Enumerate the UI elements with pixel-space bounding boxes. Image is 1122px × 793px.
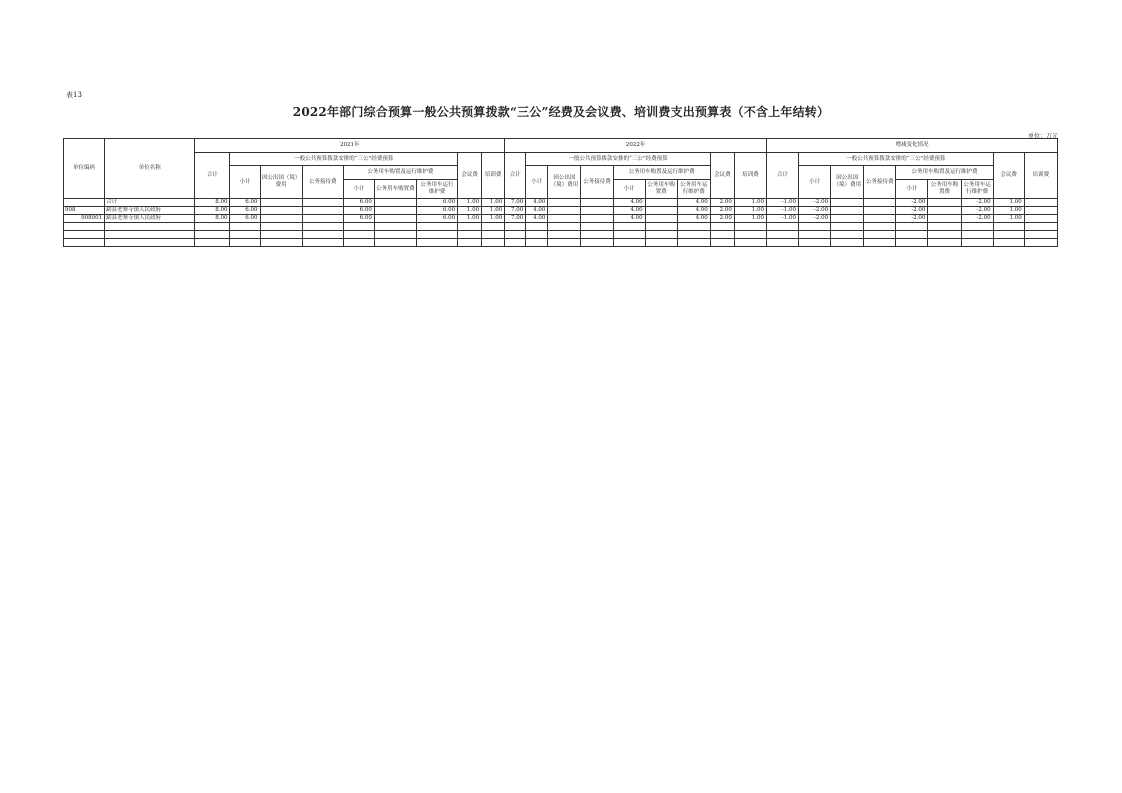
- cell-value: -1.00: [766, 199, 798, 207]
- cell-value: 1.00: [993, 199, 1024, 207]
- cell-empty: [799, 239, 831, 247]
- cell-empty: [526, 231, 548, 239]
- cell-value: [1024, 207, 1057, 215]
- cell-empty: [548, 223, 581, 231]
- cell-value: 4.00: [677, 207, 710, 215]
- cell-empty: [195, 223, 230, 231]
- table-row: [64, 199, 1058, 207]
- cell-value: 4.00: [613, 199, 645, 207]
- cell-empty: [343, 231, 374, 239]
- table-number: 表13: [66, 91, 82, 99]
- cell-value: [581, 199, 613, 207]
- cell-value: [645, 207, 677, 215]
- cell-value: 6.00: [230, 207, 260, 215]
- cell-empty: [896, 239, 928, 247]
- cell-empty: [928, 231, 961, 239]
- cell-empty: [766, 239, 798, 247]
- cell-value: 6.00: [230, 199, 260, 207]
- cell-value: [864, 199, 896, 207]
- cell-empty: [458, 231, 482, 239]
- cell-empty: [416, 239, 457, 247]
- cell-value: 1.00: [734, 215, 766, 223]
- cell-value: [581, 207, 613, 215]
- cell-empty: [677, 223, 710, 231]
- cell-code: 908: [64, 207, 105, 215]
- cell-code: 908001: [64, 215, 105, 223]
- col-vehicle-operation-change: 公务用车运行维护费: [961, 180, 993, 199]
- cell-value: 6.00: [343, 207, 374, 215]
- cell-empty: [677, 231, 710, 239]
- cell-value: 1.00: [482, 215, 505, 223]
- cell-value: 1.00: [993, 207, 1024, 215]
- col-vehicle-purchase-change: 公务用车购置费: [928, 180, 961, 199]
- col-abroad-2022: 因公出国（境）费用: [548, 166, 581, 199]
- cell-value: 2.00: [710, 207, 734, 215]
- cell-empty: [831, 231, 864, 239]
- cell-value: [1024, 215, 1057, 223]
- cell-empty: [581, 239, 613, 247]
- col-meeting-2022: 会议费: [710, 153, 734, 199]
- col-vehicle-purchase-2021: 公务用车购置费: [374, 180, 416, 199]
- cell-empty: [230, 223, 260, 231]
- cell-value: 4.00: [677, 215, 710, 223]
- cell-empty: [105, 239, 195, 247]
- cell-value: [548, 199, 581, 207]
- col-meeting-change: 会议费: [993, 153, 1024, 199]
- cell-value: -2.00: [896, 207, 928, 215]
- cell-empty: [505, 239, 526, 247]
- budget-table: [63, 138, 1058, 247]
- cell-value: [831, 207, 864, 215]
- cell-value: 7.00: [505, 207, 526, 215]
- cell-value: [928, 207, 961, 215]
- cell-empty: [613, 239, 645, 247]
- cell-empty: [195, 239, 230, 247]
- cell-value: -2.00: [799, 207, 831, 215]
- cell-value: 1.00: [458, 207, 482, 215]
- col-meeting-2021: 会议费: [458, 153, 482, 199]
- cell-value: 1.00: [734, 207, 766, 215]
- cell-value: [302, 207, 343, 215]
- cell-empty: [302, 231, 343, 239]
- cell-value: 8.00: [195, 199, 230, 207]
- col-total-change: 合计: [766, 153, 798, 199]
- cell-empty: [526, 223, 548, 231]
- cell-empty: [799, 231, 831, 239]
- cell-empty: [993, 239, 1024, 247]
- cell-value: [302, 215, 343, 223]
- cell-empty: [961, 239, 993, 247]
- cell-code: [64, 199, 105, 207]
- cell-empty: [64, 239, 105, 247]
- cell-empty: [613, 223, 645, 231]
- cell-value: [374, 199, 416, 207]
- cell-empty: [928, 223, 961, 231]
- cell-value: [645, 199, 677, 207]
- cell-empty: [343, 239, 374, 247]
- cell-value: 6.00: [416, 199, 457, 207]
- cell-empty: [645, 223, 677, 231]
- cell-value: 7.00: [505, 215, 526, 223]
- cell-empty: [482, 239, 505, 247]
- col-name-header: 单位名称: [105, 139, 195, 199]
- cell-value: 7.00: [505, 199, 526, 207]
- cell-value: [374, 215, 416, 223]
- cell-value: 4.00: [613, 207, 645, 215]
- cell-value: -2.00: [896, 199, 928, 207]
- col-reception-change: 公务接待费: [864, 166, 896, 199]
- table-row-empty: [64, 231, 1058, 239]
- col-vehicle-subtotal-2022: 小计: [613, 180, 645, 199]
- col-total-2021: 合计: [195, 153, 230, 199]
- cell-value: -2.00: [961, 199, 993, 207]
- cell-value: 2.00: [710, 215, 734, 223]
- cell-empty: [645, 239, 677, 247]
- cell-value: -1.00: [766, 207, 798, 215]
- col-subtotal-2022: 小计: [526, 166, 548, 199]
- col-vehicle-subtotal-2021: 小计: [343, 180, 374, 199]
- cell-value: -2.00: [799, 199, 831, 207]
- cell-value: -2.00: [961, 207, 993, 215]
- table-row: [64, 215, 1058, 223]
- cell-empty: [458, 239, 482, 247]
- cell-empty: [505, 223, 526, 231]
- cell-value: [548, 215, 581, 223]
- cell-empty: [302, 239, 343, 247]
- cell-value: 6.00: [416, 207, 457, 215]
- cell-empty: [734, 231, 766, 239]
- cell-value: 1.00: [482, 207, 505, 215]
- cell-value: [1024, 199, 1057, 207]
- cell-value: 4.00: [526, 215, 548, 223]
- cell-value: 4.00: [677, 199, 710, 207]
- sub-2022-header: 一般公共预算拨款安排的“三公”经费预算: [526, 153, 711, 166]
- cell-empty: [766, 223, 798, 231]
- cell-value: 6.00: [343, 215, 374, 223]
- page-title: 2022年部门综合预算一般公共预算拨款“三公”经费及会议费、培训费支出预算表（不含上年结转）: [292, 105, 830, 119]
- cell-empty: [458, 223, 482, 231]
- cell-empty: [896, 223, 928, 231]
- cell-value: [928, 215, 961, 223]
- cell-empty: [734, 223, 766, 231]
- cell-empty: [505, 231, 526, 239]
- cell-empty: [526, 239, 548, 247]
- unit-label: 单位：万元: [1027, 133, 1058, 140]
- col-vehicle-purchase-2022: 公务用车购置费: [645, 180, 677, 199]
- cell-value: 1.00: [458, 199, 482, 207]
- col-training-change: 培训费: [1024, 153, 1057, 199]
- cell-value: 1.00: [458, 215, 482, 223]
- sub-2021-header: 一般公共预算拨款安排的“三公”经费预算: [230, 153, 458, 166]
- cell-empty: [548, 231, 581, 239]
- group-2021-header: 2021年: [195, 139, 505, 153]
- group-2022-header: 2022年: [505, 139, 767, 153]
- cell-empty: [1024, 239, 1057, 247]
- cell-empty: [260, 239, 302, 247]
- cell-value: 4.00: [613, 215, 645, 223]
- cell-empty: [613, 231, 645, 239]
- cell-empty: [710, 223, 734, 231]
- cell-empty: [1024, 223, 1057, 231]
- cell-empty: [260, 223, 302, 231]
- col-training-2021: 培训费: [482, 153, 505, 199]
- cell-empty: [195, 231, 230, 239]
- cell-empty: [343, 223, 374, 231]
- cell-empty: [831, 223, 864, 231]
- table-row: [64, 207, 1058, 215]
- cell-value: [831, 215, 864, 223]
- cell-name: 勐县老寨寺镇人民政府: [105, 207, 195, 215]
- group-change-header: 增减变化情况: [766, 139, 1057, 153]
- cell-empty: [864, 231, 896, 239]
- cell-value: -2.00: [896, 215, 928, 223]
- cell-value: [260, 215, 302, 223]
- vehicle-group-2021: 公务用车购置及运行维护费: [343, 166, 457, 180]
- cell-value: -2.00: [961, 215, 993, 223]
- cell-empty: [105, 223, 195, 231]
- col-training-2022: 培训费: [734, 153, 766, 199]
- table-row-empty: [64, 239, 1058, 247]
- cell-value: 6.00: [230, 215, 260, 223]
- cell-empty: [581, 223, 613, 231]
- header-row-years: [64, 139, 1058, 153]
- vehicle-group-change: 公务用车购置及运行维护费: [896, 166, 993, 180]
- cell-empty: [230, 239, 260, 247]
- col-abroad-2021: 因公出国（境）费用: [260, 166, 302, 199]
- header-row-sub: [64, 153, 1058, 166]
- cell-empty: [416, 231, 457, 239]
- cell-value: [928, 199, 961, 207]
- cell-name: 勐县老寨寺镇人民政府: [105, 215, 195, 223]
- cell-empty: [645, 231, 677, 239]
- cell-empty: [734, 239, 766, 247]
- cell-value: 4.00: [526, 207, 548, 215]
- cell-empty: [374, 223, 416, 231]
- cell-empty: [230, 231, 260, 239]
- cell-empty: [993, 223, 1024, 231]
- cell-empty: [961, 223, 993, 231]
- cell-value: [260, 199, 302, 207]
- cell-value: [831, 199, 864, 207]
- cell-empty: [864, 239, 896, 247]
- col-vehicle-subtotal-change: 小计: [896, 180, 928, 199]
- cell-empty: [64, 223, 105, 231]
- cell-empty: [961, 231, 993, 239]
- cell-empty: [864, 223, 896, 231]
- cell-empty: [548, 239, 581, 247]
- cell-empty: [710, 239, 734, 247]
- col-subtotal-change: 小计: [799, 166, 831, 199]
- cell-empty: [260, 231, 302, 239]
- cell-value: [581, 215, 613, 223]
- cell-empty: [416, 223, 457, 231]
- col-total-2022: 合计: [505, 153, 526, 199]
- cell-empty: [374, 239, 416, 247]
- cell-value: 6.00: [343, 199, 374, 207]
- cell-value: 4.00: [526, 199, 548, 207]
- cell-empty: [105, 231, 195, 239]
- cell-empty: [766, 231, 798, 239]
- col-subtotal-2021: 小计: [230, 166, 260, 199]
- cell-empty: [831, 239, 864, 247]
- cell-empty: [896, 231, 928, 239]
- vehicle-group-2022: 公务用车购置及运行维护费: [613, 166, 710, 180]
- col-abroad-change: 因公出国（境）费用: [831, 166, 864, 199]
- cell-name: 合计: [105, 199, 195, 207]
- col-code-header: 单位编码: [64, 139, 105, 199]
- cell-empty: [374, 231, 416, 239]
- cell-value: 8.00: [195, 215, 230, 223]
- cell-empty: [1024, 231, 1057, 239]
- cell-value: [864, 207, 896, 215]
- cell-empty: [64, 231, 105, 239]
- cell-value: 6.00: [416, 215, 457, 223]
- cell-empty: [482, 231, 505, 239]
- col-reception-2021: 公务接待费: [302, 166, 343, 199]
- cell-value: [374, 207, 416, 215]
- cell-value: 1.00: [734, 199, 766, 207]
- cell-empty: [710, 231, 734, 239]
- cell-value: 1.00: [482, 199, 505, 207]
- table-row-empty: [64, 223, 1058, 231]
- col-reception-2022: 公务接待费: [581, 166, 613, 199]
- cell-empty: [993, 231, 1024, 239]
- cell-empty: [928, 239, 961, 247]
- cell-empty: [799, 223, 831, 231]
- cell-value: [548, 207, 581, 215]
- sub-change-header: 一般公共预算拨款安排的“三公”经费预算: [799, 153, 994, 166]
- cell-empty: [677, 239, 710, 247]
- cell-value: 2.00: [710, 199, 734, 207]
- col-vehicle-operation-2022: 公务用车运行维护费: [677, 180, 710, 199]
- cell-empty: [482, 223, 505, 231]
- cell-value: [645, 215, 677, 223]
- cell-empty: [302, 223, 343, 231]
- col-vehicle-operation-2021: 公务用车运行维护费: [416, 180, 457, 199]
- cell-empty: [581, 231, 613, 239]
- cell-value: [302, 199, 343, 207]
- cell-value: -1.00: [766, 215, 798, 223]
- cell-value: -2.00: [799, 215, 831, 223]
- cell-value: 1.00: [993, 215, 1024, 223]
- cell-value: 8.00: [195, 207, 230, 215]
- cell-value: [864, 215, 896, 223]
- cell-value: [260, 207, 302, 215]
